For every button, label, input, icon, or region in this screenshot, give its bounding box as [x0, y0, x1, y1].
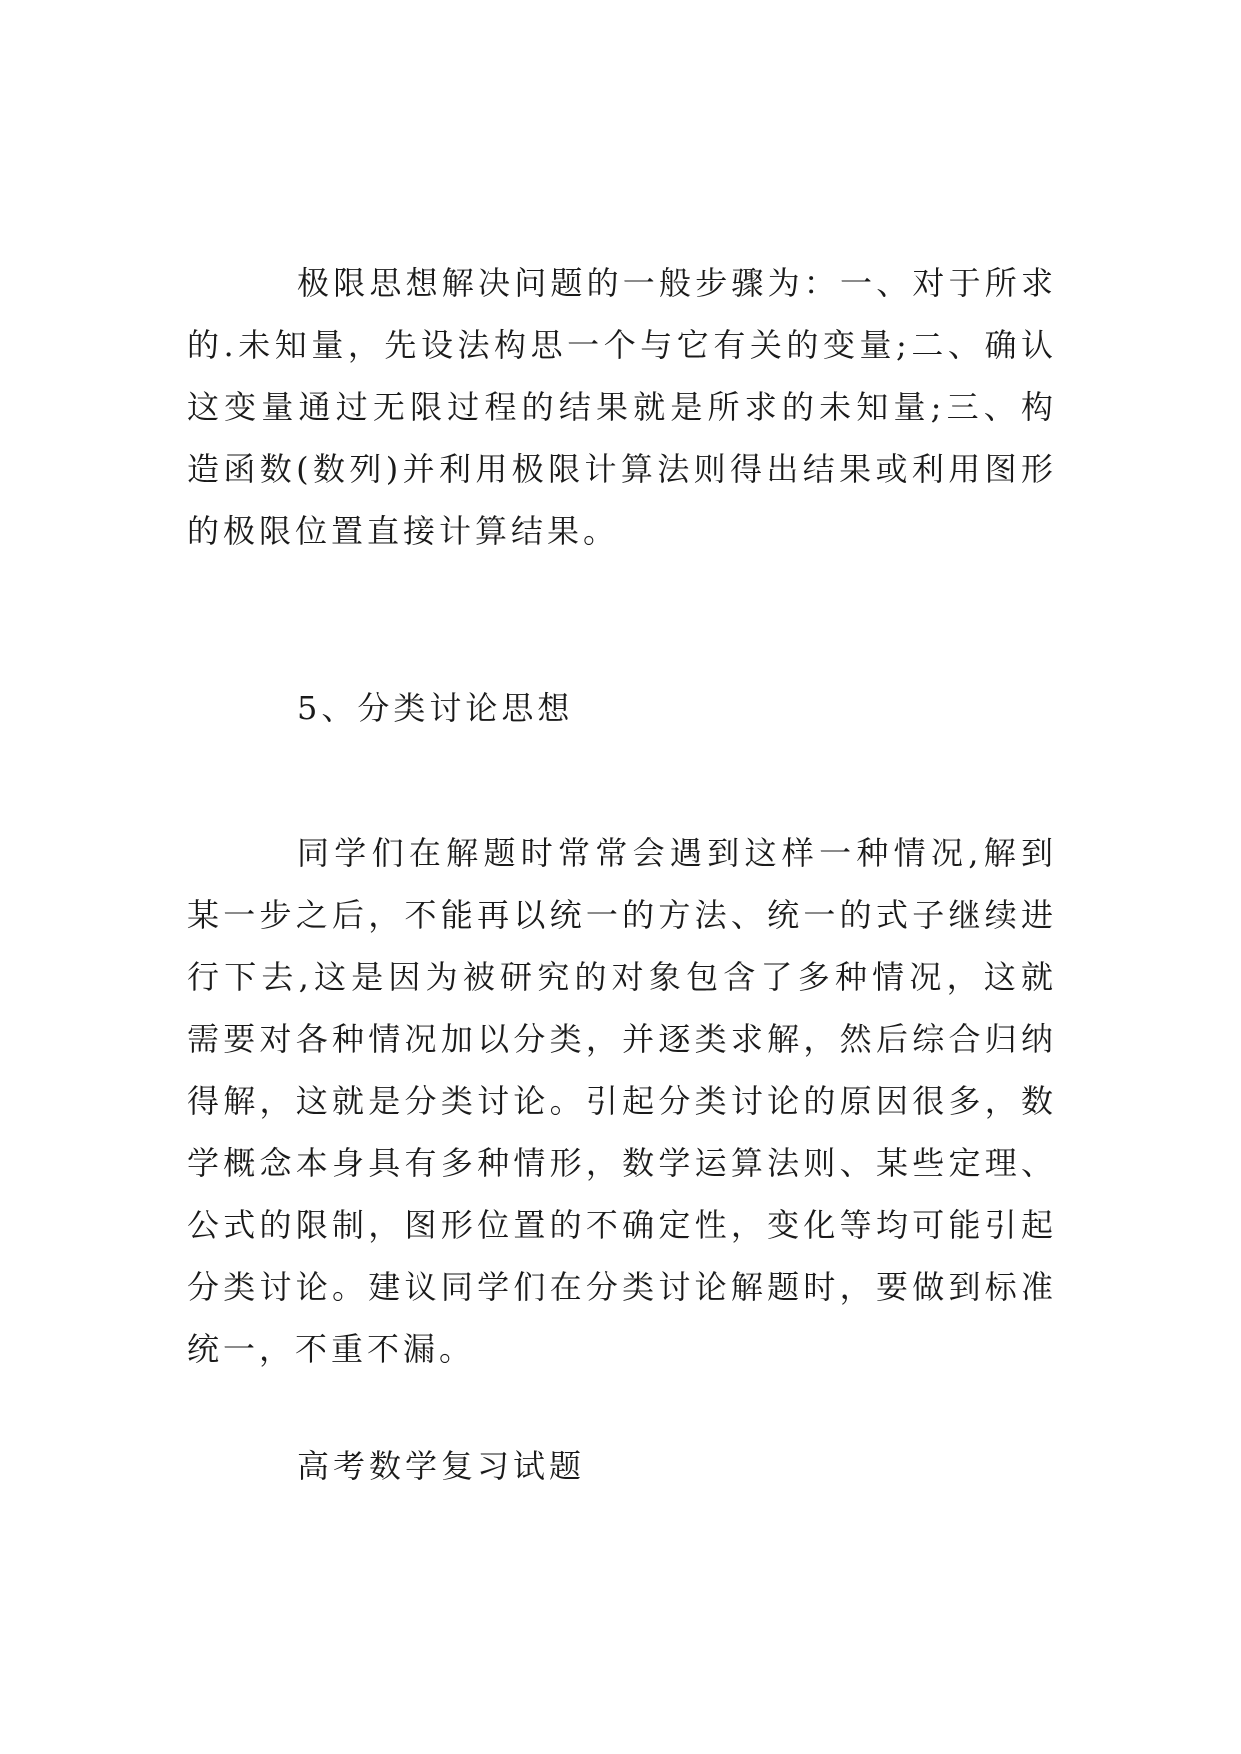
limit-thinking-paragraph: 极限思想解决问题的一般步骤为：一、对于所求的.未知量，先设法构思一个与它有关的变量;二、确认这变量通过无限过程的结果就是所求的未知量;三、构造函数(数列)并利用极限计算法则得出结果或利用图形的极限位置直接计算结果。 [187, 264, 1057, 550]
classification-discussion-paragraph: 同学们在解题时常常会遇到这样一种情况,解到某一步之后，不能再以统一的方法、统一的式子继续进行下去,这是因为被研究的对象包含了多种情况，这就需要对各种情况加以分类，并逐类求解，然后综合归纳得解，这就是分类讨论。引起分类讨论的原因很多，数学概念本身具有多种情形，数学运算法则、某些定理、公式的限制，图形位置的不确定性，变化等均可能引起分类讨论。建议同学们在分类讨论解题时，要做到标准统一，不重不漏。 [187, 834, 1057, 1368]
section-heading-classification-discussion: 5、分类讨论思想 [297, 689, 574, 727]
section-heading-review-questions: 高考数学复习试题 [297, 1447, 586, 1485]
